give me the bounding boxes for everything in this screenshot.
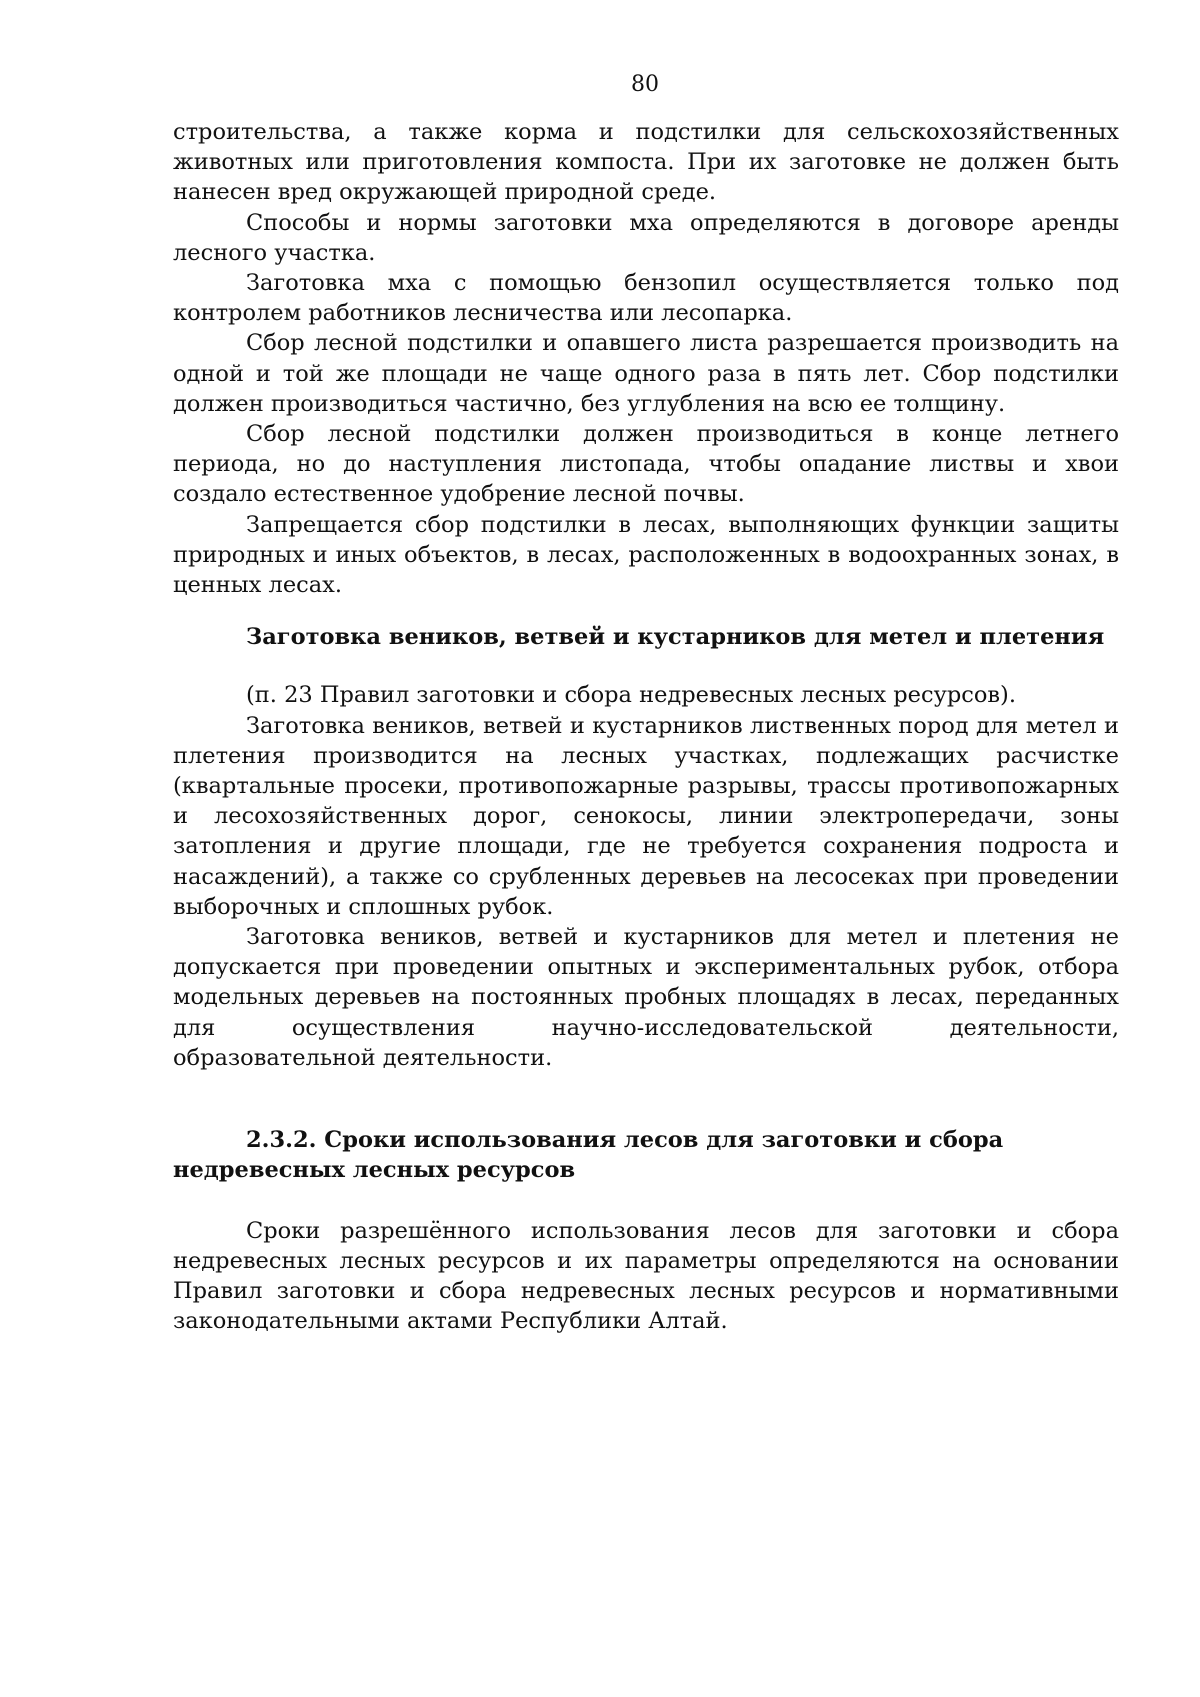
spacer	[173, 1186, 1119, 1216]
spacer	[173, 652, 1119, 680]
paragraph-continuation: строительства, а также корма и подстилки для сельскохозяйственных животных или приготовления компоста. При их заготовке не должен быть нанесен вред окружающей природной среде.	[173, 119, 1119, 206]
paragraph-litter-prohibition: Запрещается сбор подстилки в лесах, выполняющих функции защиты природных и иных объектов, в лесах, расположенных в водоохранных зонах, в ценных лесах.	[173, 511, 1119, 599]
spacer	[173, 600, 1119, 622]
paragraph-moss-methods: Способы и нормы заготовки мха определяются в договоре аренды лесного участка.	[173, 209, 1119, 266]
section-heading-brooms: Заготовка веников, ветвей и кустарников для метел и плетения	[246, 624, 1105, 651]
paragraph-terms: Сроки разрешённого использования лесов для заготовки и сбора недревесных лесных ресурсов и их параметры определяются на основании Правил заготовки и сбора недревесных лесных ресурсов и нормативными законодательными актами Республики Алтай.	[173, 1217, 1119, 1335]
paragraph-moss-chainsaw: Заготовка мха с помощью бензопил осуществляется только под контролем работников лесничества или лесопарка.	[173, 270, 1119, 327]
paragraph-litter-timing: Сбор лесной подстилки должен производиться в конце летнего периода, но до наступления листопада, чтобы опадание листвы и хвои создало естественное удобрение лесной почвы.	[173, 421, 1119, 508]
paragraph-brooms-prohibition: Заготовка веников, ветвей и кустарников для метел и плетения не допускается при проведении опытных и экспериментальных рубок, отбора модельных деревьев на постоянных пробных площадях в лесах, переданных для осуществления научно-исследовательской деятельности, образовательной деятельности.	[173, 924, 1119, 1071]
spacer	[173, 1073, 1119, 1125]
page-content	[173, 117, 1119, 1336]
section-heading-terms: 2.3.2. Сроки использования лесов для заготовки и сбора недревесных лесных ресурсов	[173, 1127, 1004, 1184]
page-number: 80	[631, 72, 659, 97]
paragraph-rules-reference: (п. 23 Правил заготовки и сбора недревесных лесных ресурсов).	[246, 682, 1016, 709]
paragraph-brooms-harvesting: Заготовка веников, ветвей и кустарников лиственных пород для метел и плетения производится на лесных участках, подлежащих расчистке (квартальные просеки, противопожарные разрывы, трассы противопожарных и лесохозяйственных дорог, сенокосы, линии электропередачи, зоны затопления и другие площади, где не требуется сохранения подроста и насаждений), а также со срубленных деревьев на лесосеках при проведении выборочных и сплошных рубок.	[173, 712, 1119, 920]
paragraph-litter-collection: Сбор лесной подстилки и опавшего листа разрешается производить на одной и той же площади не чаще одного раза в пять лет. Сбор подстилки должен производиться частично, без углубления на всю ее толщину.	[173, 330, 1119, 417]
